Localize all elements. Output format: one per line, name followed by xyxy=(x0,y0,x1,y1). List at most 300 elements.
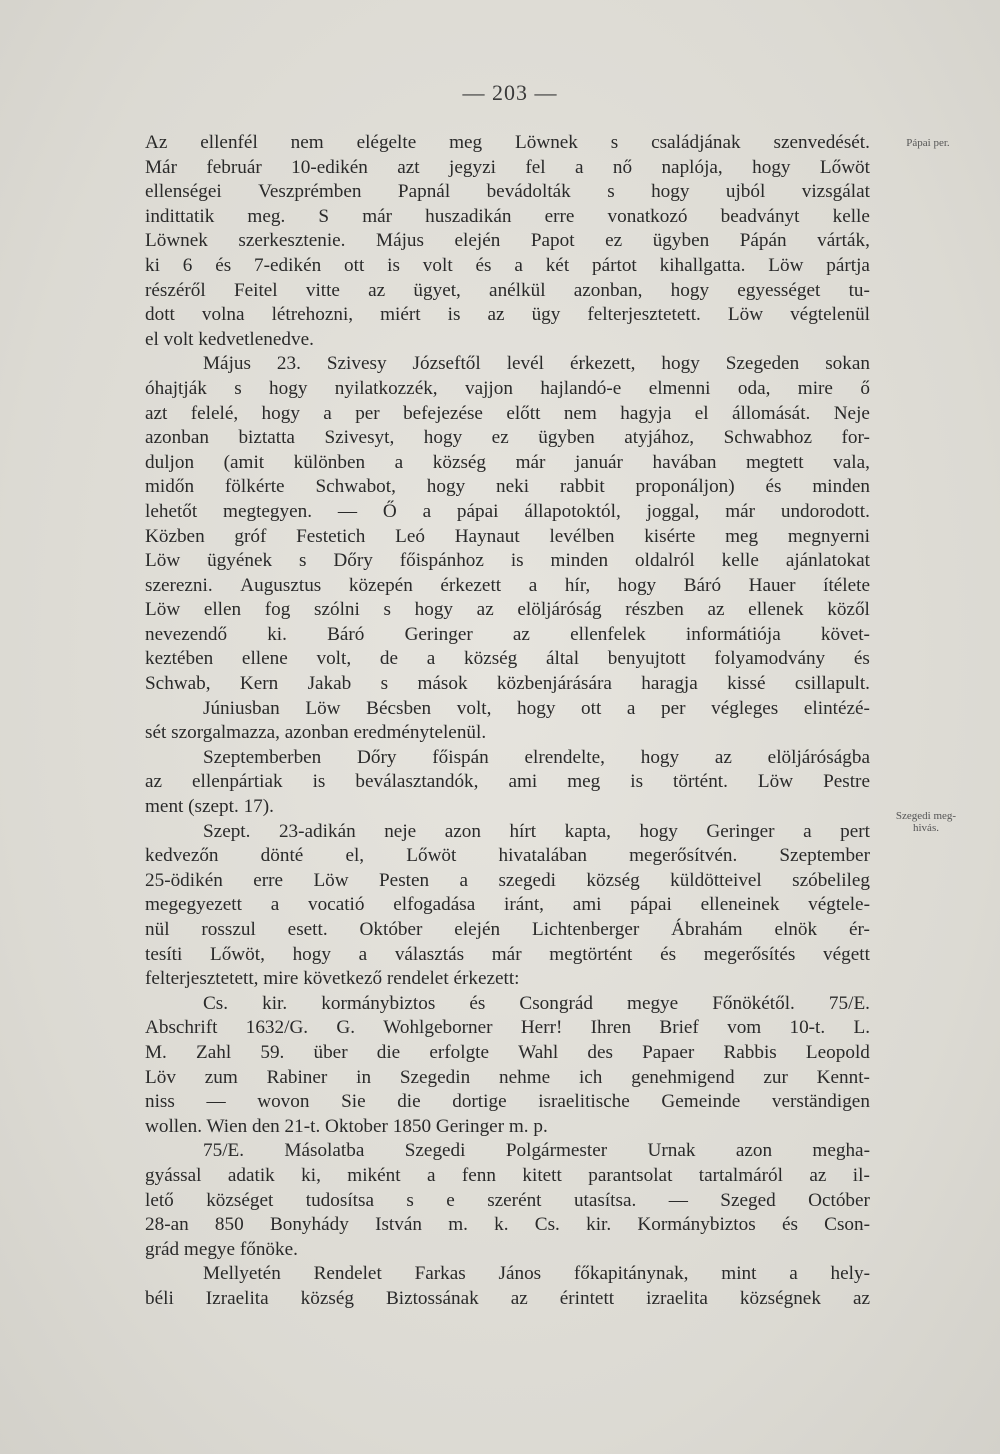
text-line xyxy=(145,426,870,451)
word: Löw xyxy=(313,869,349,891)
text-line xyxy=(145,820,870,845)
word: óhajtják xyxy=(145,377,207,399)
word: beadványt xyxy=(720,205,800,227)
word: ki. xyxy=(267,623,287,645)
word: nyilatkozzék, xyxy=(334,377,438,399)
word: szegedi xyxy=(498,869,557,891)
word: Löwnek xyxy=(145,230,208,252)
word: kedvezőn xyxy=(145,845,219,867)
word: ich xyxy=(578,1066,603,1088)
word: az xyxy=(809,1164,827,1186)
word: ellenfelek xyxy=(570,623,646,645)
word: a xyxy=(270,894,280,916)
word: — xyxy=(668,1189,688,1211)
margin-note-line: Szegedi meg- xyxy=(895,810,957,822)
word: M. xyxy=(145,1041,167,1063)
word: bevádolták xyxy=(486,181,571,203)
word: kelle xyxy=(832,205,870,227)
word: ellenségei xyxy=(145,181,222,203)
word: Az xyxy=(145,132,168,153)
word: ki xyxy=(145,254,160,276)
word: s xyxy=(299,550,307,572)
margin-note-line: hivás. xyxy=(913,822,939,834)
word: el xyxy=(694,402,709,424)
word: Kennt- xyxy=(816,1066,870,1088)
word: elöljáróság xyxy=(517,599,602,621)
word: a xyxy=(528,574,538,596)
text-line xyxy=(145,500,870,525)
word: ügy xyxy=(531,304,561,326)
word: in xyxy=(356,1066,372,1088)
word: Jakab xyxy=(307,673,352,695)
word: a xyxy=(323,402,332,424)
word: erre xyxy=(544,205,575,227)
word: folyamodvány xyxy=(714,648,826,670)
word: Október xyxy=(359,919,423,940)
word: Herr! xyxy=(520,1017,563,1039)
word: levélben xyxy=(549,525,615,547)
word: kapta, xyxy=(564,820,611,842)
word: az xyxy=(487,304,505,326)
text-line-content: ment (szept. 17). xyxy=(145,796,274,818)
word: Schwabhoz xyxy=(723,427,813,449)
word: hogy xyxy=(670,279,710,301)
text-line xyxy=(145,303,870,328)
word: az xyxy=(145,771,163,793)
word: ő xyxy=(860,377,870,399)
word: huszadikán xyxy=(425,205,512,227)
word: esett. xyxy=(287,919,328,940)
word: Közben xyxy=(145,525,205,547)
word: keztében xyxy=(145,648,214,670)
word: ellen xyxy=(203,599,242,621)
word: Ő xyxy=(382,500,397,522)
word: tudosítsa xyxy=(305,1189,374,1211)
word: várták, xyxy=(817,230,870,252)
word: kir. xyxy=(262,992,288,1014)
text-line xyxy=(145,1262,870,1287)
word: a xyxy=(358,943,368,965)
word: zur xyxy=(763,1066,788,1088)
word: Lőwöt xyxy=(406,845,457,867)
word: Schwab, xyxy=(145,673,211,695)
word: ez xyxy=(605,230,623,252)
text-line xyxy=(145,131,870,156)
word: hely- xyxy=(830,1263,870,1285)
word: ott xyxy=(581,697,602,719)
word: — xyxy=(337,500,358,522)
word: azt xyxy=(397,156,420,178)
word: vajjon xyxy=(464,377,513,399)
word: a xyxy=(426,648,436,670)
word: fölkérte xyxy=(224,476,285,498)
word: Rabbis xyxy=(723,1041,777,1063)
word: Szivesyt, xyxy=(324,427,395,449)
word: kitett xyxy=(522,1164,562,1186)
word: közől xyxy=(827,599,870,621)
word: végett xyxy=(823,943,870,965)
text-line xyxy=(145,869,870,894)
word: 23. xyxy=(276,353,301,375)
word: Löw xyxy=(757,771,794,793)
word: naplója, xyxy=(661,156,723,178)
word: és xyxy=(853,648,870,670)
text-line xyxy=(145,746,870,771)
word: az xyxy=(852,1287,870,1309)
word: a xyxy=(514,254,523,276)
word: ellenfél xyxy=(200,132,258,153)
word: Júniusban xyxy=(203,697,280,719)
word: 59. xyxy=(260,1041,285,1063)
word: vonatkozó xyxy=(607,205,688,227)
word: anélkül xyxy=(489,279,546,301)
word: szerezni. xyxy=(145,574,213,596)
word: zum xyxy=(204,1066,238,1088)
word: is xyxy=(312,771,326,793)
word: tesíti xyxy=(145,943,183,965)
word: Papot xyxy=(530,230,575,252)
word: ami xyxy=(508,771,538,793)
word: hogy xyxy=(517,697,556,719)
word: már xyxy=(515,451,546,473)
text-line xyxy=(145,525,870,550)
word: meg xyxy=(449,132,483,153)
text-line xyxy=(145,156,870,181)
word: volna xyxy=(201,304,245,326)
word: Szegedi xyxy=(404,1140,466,1162)
text-line xyxy=(145,205,870,230)
word: megtörtént xyxy=(549,943,633,965)
text-line xyxy=(145,697,870,722)
word: ítélete xyxy=(823,574,870,596)
word: beválasztandók, xyxy=(355,771,479,793)
word: parantsolat xyxy=(588,1164,673,1186)
word: L. xyxy=(853,1017,870,1039)
word: ott xyxy=(344,254,365,276)
word: megegyezett xyxy=(145,894,242,916)
text-line xyxy=(145,967,870,992)
word: szólni xyxy=(314,599,360,621)
word: elején xyxy=(454,919,501,940)
word: ellenpártiak xyxy=(192,771,283,793)
word: nem xyxy=(290,132,324,153)
word: elintézé- xyxy=(803,697,870,719)
word: S xyxy=(318,205,330,227)
text-line xyxy=(145,1238,870,1263)
word: per xyxy=(661,697,686,719)
text-line xyxy=(145,1041,870,1066)
word: Papaer xyxy=(642,1041,695,1063)
word: azonban, xyxy=(573,279,643,301)
word: Báró xyxy=(327,623,365,645)
word: Festetich xyxy=(296,525,366,547)
word: 10-t. xyxy=(789,1017,826,1039)
word: községnek xyxy=(739,1287,821,1309)
word: miért xyxy=(380,304,421,326)
word: neje xyxy=(384,820,417,842)
text-line xyxy=(145,672,870,697)
text-line xyxy=(145,402,870,427)
word: iránt, xyxy=(504,894,544,916)
word: Lőwöt, xyxy=(209,943,265,965)
word: per xyxy=(355,402,380,424)
word: de xyxy=(379,648,398,670)
word: neki xyxy=(496,476,530,498)
word: ez xyxy=(491,427,509,449)
text-line xyxy=(145,992,870,1017)
word: hogy xyxy=(752,156,791,178)
word: Gemeinde xyxy=(661,1091,741,1113)
word: Löw xyxy=(305,697,341,719)
word: mire xyxy=(797,377,833,399)
word: egyességet xyxy=(737,279,821,301)
text-line xyxy=(145,279,870,304)
word: és xyxy=(215,254,232,276)
word: Szeptember xyxy=(779,845,870,867)
word: el, xyxy=(345,845,365,867)
word: Rabiner xyxy=(266,1066,328,1088)
word: s xyxy=(234,377,242,399)
word: benyujtott xyxy=(607,648,686,670)
word: s xyxy=(383,599,391,621)
word: sokan xyxy=(825,353,870,375)
word: is xyxy=(630,771,644,793)
word: kormánybiztos xyxy=(321,992,436,1014)
word: elfogadása xyxy=(393,894,476,916)
word: község xyxy=(586,869,640,891)
word: biztatta xyxy=(238,427,295,449)
word: volt xyxy=(422,254,453,276)
word: Bonyhády xyxy=(269,1214,349,1236)
word: részéről xyxy=(145,279,206,301)
word: főkapitánynak, xyxy=(573,1263,689,1285)
word: az xyxy=(714,746,732,768)
word: oda, xyxy=(737,377,771,399)
text-line xyxy=(145,1164,870,1189)
text-line xyxy=(145,1066,870,1091)
margin-note-szegedi-meghivas xyxy=(880,810,972,834)
word: tu- xyxy=(848,279,870,301)
word: érintett xyxy=(559,1287,615,1309)
word: for- xyxy=(841,427,870,449)
word: a xyxy=(459,869,469,891)
word: megtegyen. xyxy=(223,500,313,522)
word: rabbit xyxy=(559,476,605,498)
text-line xyxy=(145,918,870,943)
word: wovon xyxy=(257,1091,310,1113)
word: Szivesy xyxy=(326,353,387,375)
text-line xyxy=(145,328,870,353)
word: hogy xyxy=(426,476,466,498)
word: Pesten xyxy=(379,869,430,891)
word: is xyxy=(447,304,461,326)
word: Urnak xyxy=(647,1140,696,1162)
word: mások xyxy=(417,673,468,695)
word: Szegedin xyxy=(399,1066,471,1088)
text-line xyxy=(145,1139,870,1164)
word: lető xyxy=(145,1189,174,1211)
word: ügyben xyxy=(538,427,595,449)
text-line xyxy=(145,844,870,869)
word: pert xyxy=(840,820,870,842)
word: Cs. xyxy=(534,1214,560,1236)
word: történt. xyxy=(673,771,728,793)
word: megerősítvén. xyxy=(629,845,738,867)
word: s xyxy=(380,673,389,695)
word: 7-edikén xyxy=(254,254,322,276)
word: szerkesztenie. xyxy=(238,230,346,252)
word: azonban xyxy=(145,427,209,449)
word: minden xyxy=(550,550,609,572)
word: atyjához, xyxy=(624,427,695,449)
word: község xyxy=(300,1287,354,1309)
word: hogy xyxy=(261,402,300,424)
body-text xyxy=(145,131,870,1312)
word: által xyxy=(546,648,580,670)
word: az xyxy=(476,599,494,621)
word: verständigen xyxy=(771,1091,870,1113)
word: kelle xyxy=(721,550,759,572)
word: joggal, xyxy=(646,500,700,522)
word: ügyben xyxy=(652,230,710,252)
word: elégelte xyxy=(356,132,417,153)
text-line xyxy=(145,377,870,402)
word: Octóber xyxy=(808,1189,870,1211)
word: Kormánybiztos xyxy=(637,1214,756,1236)
word: 6 xyxy=(182,254,193,276)
word: s xyxy=(406,1189,414,1211)
word: Dőry xyxy=(333,550,373,572)
word: Lőwöt xyxy=(819,156,870,178)
word: pápai xyxy=(456,500,499,522)
word: létrehozni, xyxy=(271,304,354,326)
word: Május xyxy=(376,230,424,252)
word: fog xyxy=(264,599,291,621)
word: hírt xyxy=(509,820,537,842)
word: megerősítés xyxy=(703,943,796,965)
text-line xyxy=(145,451,870,476)
word: minden xyxy=(812,476,870,498)
word: nül xyxy=(145,919,170,940)
word: Brief xyxy=(659,1017,699,1039)
text-line xyxy=(145,721,870,746)
word: a xyxy=(422,500,432,522)
word: Rendelet xyxy=(313,1263,382,1285)
word: hajlandó-e xyxy=(540,377,622,399)
word: Május xyxy=(203,353,251,375)
text-line xyxy=(145,623,870,648)
word: február xyxy=(206,156,262,178)
word: hogy xyxy=(617,574,657,596)
word: állapotoktól, xyxy=(524,500,621,522)
word: szóbelileg xyxy=(792,869,870,891)
word: volt, xyxy=(456,697,492,719)
word: megha- xyxy=(812,1140,870,1162)
text-line xyxy=(145,549,870,574)
word: lehetőt xyxy=(145,500,198,522)
word: pártot xyxy=(592,254,637,276)
word: 25-ödikén xyxy=(145,869,223,891)
margin-note-papai-per: Pápai per. xyxy=(906,137,950,149)
text-line xyxy=(145,352,870,377)
word: meg xyxy=(567,771,601,793)
word: Dőry xyxy=(357,746,397,768)
word: niss xyxy=(145,1091,175,1113)
text-line xyxy=(145,893,870,918)
word: kissé xyxy=(727,673,766,695)
word: főispán xyxy=(432,746,489,768)
word: Báró xyxy=(683,574,722,596)
text-line xyxy=(145,598,870,623)
word: proponáljon) xyxy=(635,476,735,498)
word: Neje xyxy=(833,402,870,424)
word: már xyxy=(491,943,522,965)
word: hogy xyxy=(640,746,680,768)
word: utasítsa. xyxy=(573,1189,637,1211)
word: is xyxy=(510,550,524,572)
text-line xyxy=(145,254,870,279)
word: midőn xyxy=(145,476,195,498)
word: elleneinek xyxy=(700,894,780,916)
word: két xyxy=(545,254,570,276)
word: Löv xyxy=(145,1066,176,1088)
word: hogy xyxy=(269,377,308,399)
word: végleges xyxy=(711,697,779,719)
word: ami xyxy=(572,894,602,916)
text-line xyxy=(145,770,870,795)
word: hogy xyxy=(414,599,454,621)
word: január xyxy=(575,451,623,473)
word: szerént xyxy=(487,1189,542,1211)
word: Ihren xyxy=(590,1017,632,1039)
word: azt xyxy=(145,402,168,424)
word: közbenjárására xyxy=(496,673,612,695)
word: informátiója xyxy=(685,623,781,645)
word: Bécsben xyxy=(366,697,432,719)
text-line xyxy=(145,1115,870,1140)
word: Feitel xyxy=(233,279,278,301)
word: a xyxy=(626,697,636,719)
word: ujból xyxy=(725,181,766,203)
text-line xyxy=(145,180,870,205)
word: ki, xyxy=(301,1164,321,1186)
word: állomását. xyxy=(732,402,811,424)
word: követ- xyxy=(820,623,870,645)
word: ügyének xyxy=(207,550,273,572)
word: dönté xyxy=(260,845,304,867)
word: Geringer xyxy=(404,623,473,645)
word: Löw xyxy=(145,550,181,572)
word: megtett xyxy=(746,451,804,473)
word: megnyerni xyxy=(787,525,870,547)
word: kir. xyxy=(586,1214,612,1236)
text-line xyxy=(145,943,870,968)
word: elnök xyxy=(774,919,818,940)
word: Biztossának xyxy=(385,1287,479,1309)
word: genehmigend xyxy=(631,1066,735,1088)
word: vizsgálat xyxy=(801,181,870,203)
word: miként xyxy=(347,1164,401,1186)
page-number: — 203 — xyxy=(462,80,558,105)
word: a xyxy=(394,451,404,473)
word: gróf xyxy=(234,525,267,547)
word: Főnökétől. xyxy=(712,992,795,1014)
word: érkezett xyxy=(440,574,502,596)
word: Ábrahám xyxy=(671,919,743,940)
text-line xyxy=(145,795,870,820)
word: Józseftől xyxy=(412,353,481,375)
word: Löwnek xyxy=(515,132,578,153)
